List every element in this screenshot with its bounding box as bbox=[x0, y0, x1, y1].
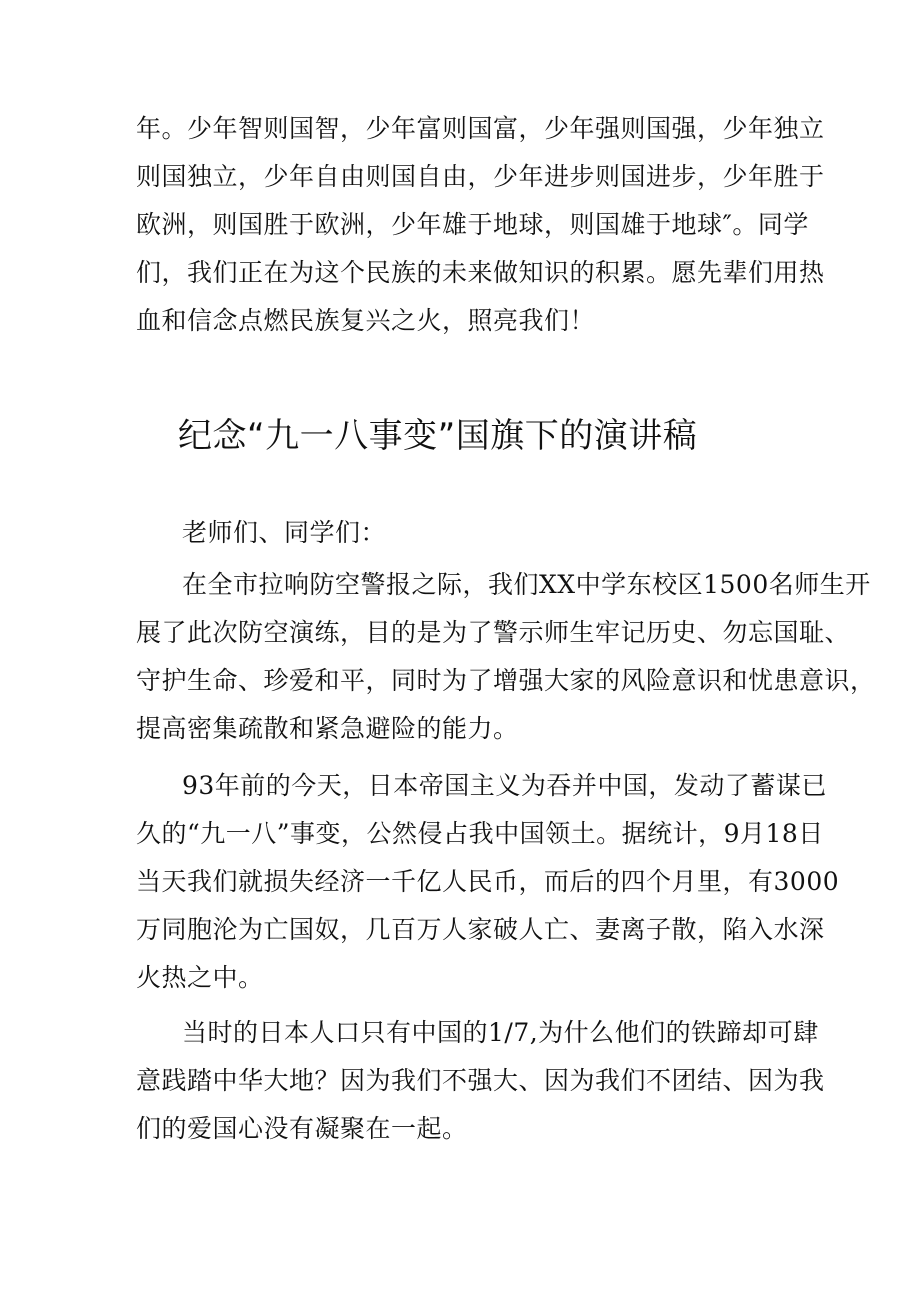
text-line: 当时的日本人口只有中国的1/7,为什么他们的铁蹄却可肆 bbox=[182, 1018, 819, 1047]
text-line: 们的爱国心没有凝聚在一起。 bbox=[136, 1114, 468, 1143]
text-line: 在全市拉响防空警报之际，我们XX中学东校区1500名师生开 bbox=[182, 570, 871, 599]
text-line: 血和信念点燃民族复兴之火，照亮我们！ bbox=[136, 306, 596, 335]
text-line: 万同胞沦为亡国奴，几百万人家破人亡、妻离子散，陷入水深 bbox=[136, 915, 825, 944]
text-line: 守护生命、珍爱和平，同时为了增强大家的风险意识和忧患意识， bbox=[136, 666, 876, 695]
text-line: 意践踏中华大地？因为我们不强大、因为我们不团结、因为我 bbox=[136, 1066, 825, 1095]
speech-title: 纪念“九一八事变”国旗下的演讲稿 bbox=[178, 416, 698, 456]
text-line: 火热之中。 bbox=[136, 963, 264, 992]
paragraph-1 bbox=[136, 561, 876, 753]
salutation bbox=[136, 509, 784, 557]
paragraph-2 bbox=[136, 762, 840, 1002]
text-line: 93年前的今天，日本帝国主义为吞并中国，发动了蓄谋已 bbox=[182, 771, 827, 800]
text-line: 们，我们正在为这个民族的未来做知识的积累。愿先辈们用热 bbox=[136, 258, 825, 287]
text-line: 展了此次防空演练，目的是为了警示师生牢记历史、勿忘国耻、 bbox=[136, 618, 851, 647]
continuation-paragraph bbox=[136, 105, 825, 345]
text-line: 当天我们就损失经济一千亿人民币，而后的四个月里，有3000 bbox=[136, 867, 840, 896]
text-line: 则国独立，少年自由则国自由，少年进步则国进步，少年胜于 bbox=[136, 162, 825, 191]
text-line: 年。少年智则国智，少年富则国富，少年强则国强，少年独立 bbox=[136, 114, 825, 143]
salutation-text: 老师们、同学们： bbox=[182, 518, 387, 547]
text-line: 欧洲，则国胜于欧洲，少年雄于地球，则国雄于地球″。同学 bbox=[136, 210, 809, 239]
text-line: 久的“九一八”事变，公然侵占我中国领土。据统计，9月18日 bbox=[136, 819, 824, 848]
paragraph-3 bbox=[136, 1009, 825, 1153]
text-line: 提高密集疏散和紧急避险的能力。 bbox=[136, 714, 519, 743]
